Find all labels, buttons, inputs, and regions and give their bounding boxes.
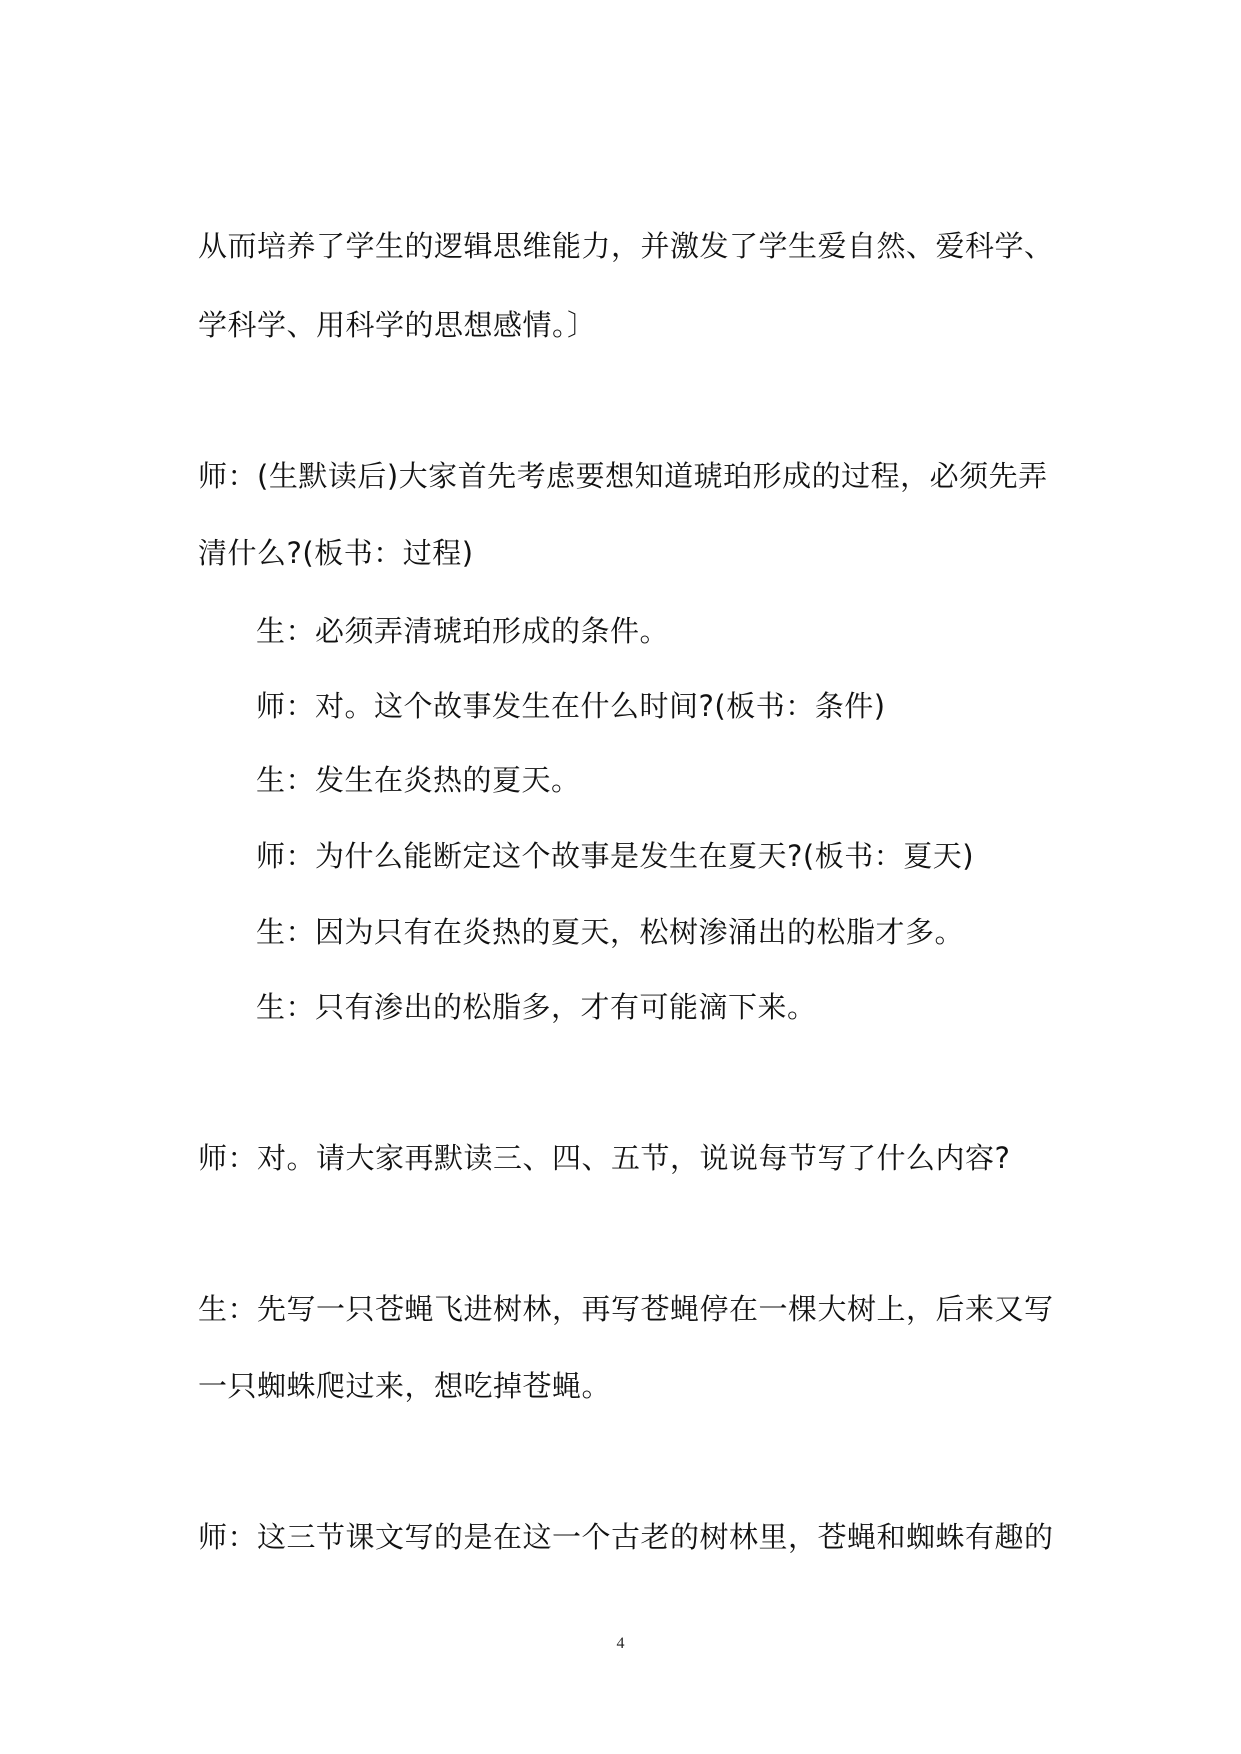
dialogue-line: 生：因为只有在炎热的夏天，松树渗涌出的松脂才多。 [256,915,965,949]
dialogue-line: 师：对。这个故事发生在什么时间?(板书：条件) [256,689,886,723]
text-line: 从而培养了学生的逻辑思维能力，并激发了学生爱自然、爱科学、 [198,229,1054,263]
text-line: 师：这三节课文写的是在这一个古老的树林里，苍蝇和蜘蛛有趣的 [198,1520,1054,1554]
text-line: 师：对。请大家再默读三、四、五节，说说每节写了什么内容? [198,1141,1011,1175]
dialogue-line: 师：为什么能断定这个故事是发生在夏天?(板书：夏天) [256,839,975,873]
text-line: 清什么?(板书：过程) [198,536,474,570]
dialogue-line: 生：必须弄清琥珀形成的条件。 [256,614,670,648]
page-number: 4 [616,1635,625,1652]
dialogue-line: 生：只有渗出的松脂多，才有可能滴下来。 [256,990,817,1024]
text-line: 生：先写一只苍蝇飞进树林，再写苍蝇停在一棵大树上，后来又写 [198,1292,1054,1326]
text-line: 师：(生默读后)大家首先考虑要想知道琥珀形成的过程，必须先弄 [198,459,1048,493]
text-line: 学科学、用科学的思想感情。〕 [198,308,597,342]
text-line: 一只蜘蛛爬过来，想吃掉苍蝇。 [198,1369,612,1403]
dialogue-line: 生：发生在炎热的夏天。 [256,763,581,797]
